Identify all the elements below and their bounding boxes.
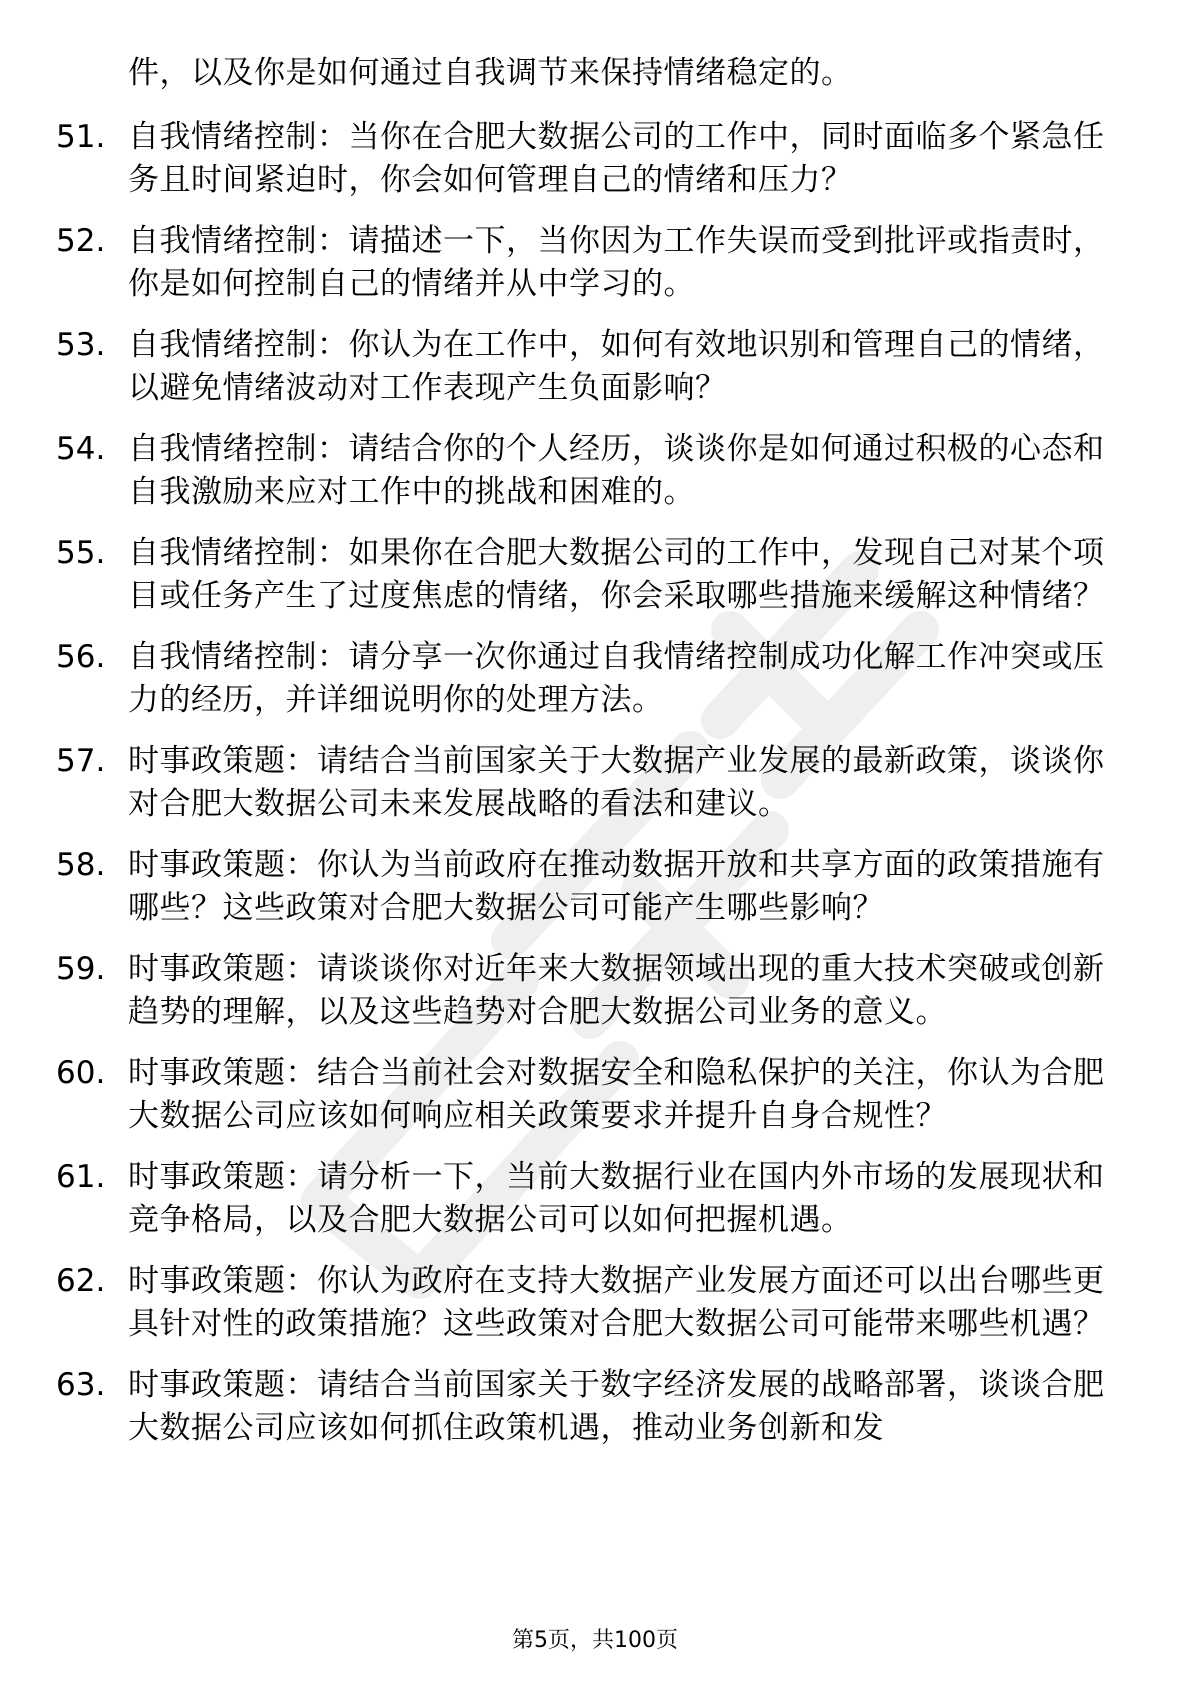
question-number: 55. (56, 535, 106, 571)
question-number: 62. (56, 1263, 106, 1299)
question-item (0, 116, 1190, 202)
question-number: 60. (56, 1055, 106, 1091)
question-item (0, 1260, 1190, 1346)
question-item (0, 324, 1190, 410)
question-text: 时事政策题：请谈谈你对近年来大数据领域出现的重大技术突破或创新趋势的理解，以及这些趋势对合肥大数据公司业务的意义。 (128, 951, 1105, 1030)
question-item (0, 740, 1190, 826)
question-number: 59. (56, 951, 106, 987)
question-text: 时事政策题：请分析一下，当前大数据行业在国内外市场的发展现状和竞争格局，以及合肥大数据公司可以如何把握机遇。 (128, 1159, 1105, 1238)
question-item (0, 1052, 1190, 1138)
question-number: 56. (56, 639, 106, 675)
question-number: 52. (56, 223, 106, 259)
question-number: 54. (56, 431, 106, 467)
question-item (0, 636, 1190, 722)
question-item (0, 1364, 1190, 1450)
question-text: 时事政策题：结合当前社会对数据安全和隐私保护的关注，你认为合肥大数据公司应该如何响应相关政策要求并提升自身合规性？ (128, 1055, 1105, 1134)
question-number: 58. (56, 847, 106, 883)
question-text: 时事政策题：请结合当前国家关于大数据产业发展的最新政策，谈谈你对合肥大数据公司未来发展战略的看法和建议。 (128, 743, 1105, 822)
question-number: 57. (56, 743, 106, 779)
question-number: 53. (56, 327, 106, 363)
question-number: 51. (56, 119, 106, 155)
question-number: 63. (56, 1367, 106, 1403)
question-item (0, 532, 1190, 618)
question-item (0, 428, 1190, 514)
question-item (0, 1156, 1190, 1242)
question-text: 自我情绪控制：当你在合肥大数据公司的工作中，同时面临多个紧急任务且时间紧迫时，你会如何管理自己的情绪和压力？ (128, 119, 1105, 198)
continuation-text: 件，以及你是如何通过自我调节来保持情绪稳定的。 (128, 55, 853, 91)
question-item (0, 948, 1190, 1034)
question-text: 自我情绪控制：请分享一次你通过自我情绪控制成功化解工作冲突或压力的经历，并详细说明你的处理方法。 (128, 639, 1105, 718)
question-text: 自我情绪控制：请结合你的个人经历，谈谈你是如何通过积极的心态和自我激励来应对工作中的挑战和困难的。 (128, 431, 1105, 510)
question-text: 时事政策题：你认为当前政府在推动数据开放和共享方面的政策措施有哪些？这些政策对合肥大数据公司可能产生哪些影响？ (128, 847, 1105, 926)
page-footer: 第5页，共100页 (512, 1628, 678, 1653)
question-item (0, 220, 1190, 306)
question-text: 自我情绪控制：如果你在合肥大数据公司的工作中，发现自己对某个项目或任务产生了过度焦虑的情绪，你会采取哪些措施来缓解这种情绪？ (128, 535, 1105, 614)
question-text: 自我情绪控制：你认为在工作中，如何有效地识别和管理自己的情绪，以避免情绪波动对工作表现产生负面影响？ (128, 327, 1105, 406)
question-item (0, 844, 1190, 930)
question-text: 时事政策题：你认为政府在支持大数据产业发展方面还可以出台哪些更具针对性的政策措施？这些政策对合肥大数据公司可能带来哪些机遇？ (128, 1263, 1105, 1342)
question-text: 时事政策题：请结合当前国家关于数字经济发展的战略部署，谈谈合肥大数据公司应该如何抓住政策机遇，推动业务创新和发 (128, 1367, 1105, 1446)
question-text: 自我情绪控制：请描述一下，当你因为工作失误而受到批评或指责时，你是如何控制自己的情绪并从中学习的。 (128, 223, 1105, 302)
question-list (0, 116, 1190, 1468)
question-number: 61. (56, 1159, 106, 1195)
